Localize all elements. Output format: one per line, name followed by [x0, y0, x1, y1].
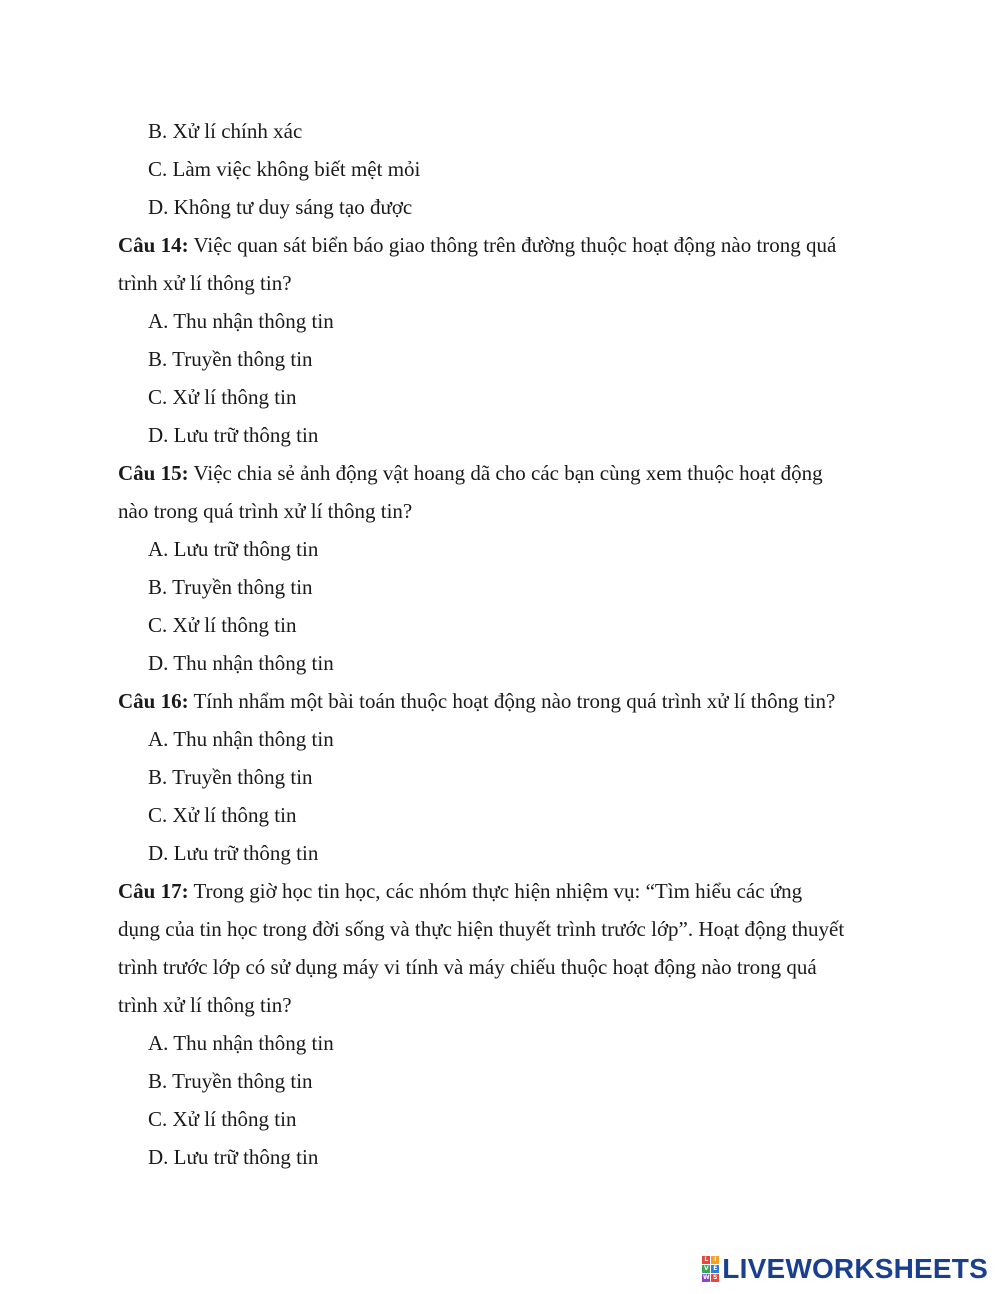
logo-tile: I [711, 1256, 719, 1264]
question-text: Tính nhẩm một bài toán thuộc hoạt động nào trong quá trình xử lí thông tin? [188, 689, 836, 713]
answer-option: D. Thu nhận thông tin [148, 651, 334, 675]
answer-option: D. Không tư duy sáng tạo được [148, 195, 413, 219]
answer-option: C. Xử lí thông tin [148, 803, 297, 827]
logo-tile: V [703, 1265, 709, 1272]
logo-tile: W [702, 1274, 710, 1281]
question-text-continuation: nào trong quá trình xử lí thông tin? [118, 499, 413, 523]
question-line [118, 454, 898, 492]
question-text-continuation: trình trước lớp có sử dụng máy vi tính và máy chiếu thuộc hoạt động nào trong quá [118, 955, 817, 979]
question-text-continuation: dụng của tin học trong đời sống và thực hiện thuyết trình trước lớp”. Hoạt động thuyết [118, 917, 845, 941]
question-text: Việc quan sát biển báo giao thông trên đường thuộc hoạt động nào trong quá [188, 233, 837, 257]
question-line [118, 226, 898, 264]
answer-option: A. Lưu trữ thông tin [148, 537, 319, 561]
question-number: Câu 17: [118, 879, 189, 903]
answer-option: D. Lưu trữ thông tin [148, 423, 319, 447]
logo-tile: E [713, 1265, 718, 1272]
answer-option: B. Xử lí chính xác [148, 119, 303, 143]
question-text-continuation: trình xử lí thông tin? [118, 271, 292, 295]
question-text: Trong giờ học tin học, các nhóm thực hiện nhiệm vụ: “Tìm hiểu các ứng [188, 879, 803, 903]
question-number: Câu 16: [118, 689, 189, 713]
question-number: Câu 14: [118, 233, 189, 257]
answer-option: A. Thu nhận thông tin [148, 309, 334, 333]
answer-option: B. Truyền thông tin [148, 347, 313, 371]
question-list [118, 112, 898, 1176]
answer-option: B. Truyền thông tin [148, 575, 313, 599]
answer-option: C. Làm việc không biết mệt mỏi [148, 157, 421, 181]
answer-option: C. Xử lí thông tin [148, 1107, 297, 1131]
logo-tile: L [702, 1256, 710, 1264]
answer-option: C. Xử lí thông tin [148, 613, 297, 637]
liveworksheets-logo [702, 1252, 988, 1286]
answer-option: A. Thu nhận thông tin [148, 1031, 334, 1055]
question-text: Việc chia sẻ ảnh động vật hoang dã cho các bạn cùng xem thuộc hoạt động [188, 461, 823, 485]
answer-option: C. Xử lí thông tin [148, 385, 297, 409]
question-line [118, 872, 898, 910]
answer-option: B. Truyền thông tin [148, 765, 313, 789]
answer-option: A. Thu nhận thông tin [148, 727, 334, 751]
question-number: Câu 15: [118, 461, 189, 485]
answer-option: D. Lưu trữ thông tin [148, 1145, 319, 1169]
answer-option: D. Lưu trữ thông tin [148, 841, 319, 865]
answer-option: B. Truyền thông tin [148, 1069, 313, 1093]
logo-grid-icon [702, 1256, 719, 1282]
question-text-continuation: trình xử lí thông tin? [118, 993, 292, 1017]
logo-text: LIVEWORKSHEETS [722, 1253, 988, 1284]
logo-tile: S [713, 1274, 718, 1281]
question-line [118, 682, 898, 720]
